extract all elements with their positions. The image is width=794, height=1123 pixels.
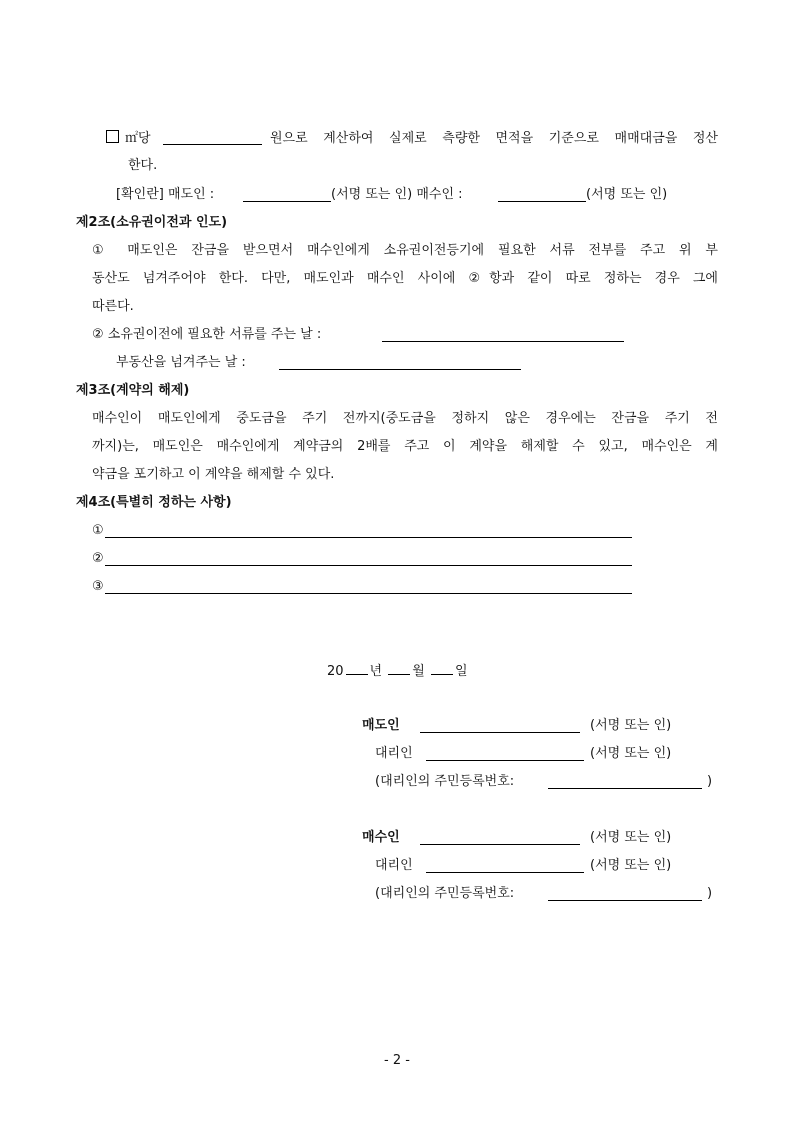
buyer-agent-sign: (서명 또는 인) — [590, 858, 672, 873]
special-item-2-label: ② — [92, 551, 104, 566]
month-blank[interactable] — [388, 661, 410, 675]
article3-line2: 까지)는, 매도인은 매수인에게 계약금의 2배를 주고 이 계약을 해제할 수 있고, 매수인은 계 — [92, 439, 718, 454]
area-price-text-cont: 한다. — [128, 158, 158, 173]
buyer-name-blank[interactable] — [420, 844, 580, 845]
buyer-agent-name-blank[interactable] — [426, 872, 584, 873]
article2-para1-line2: 동산도 넘겨주어야 한다. 다만, 매도인과 매수인 사이에 ②항과 같이 따로 정하는 경우 그에 — [92, 271, 718, 286]
seller-agent-id-label: (대리인의 주민등록번호: — [375, 774, 515, 789]
area-price-label: ㎡당 — [125, 131, 151, 146]
contract-date — [327, 661, 468, 680]
confirm-seller-sign-blank[interactable] — [243, 201, 331, 202]
buyer-agent-label: 대리인 — [375, 858, 413, 873]
buyer-agent-id-blank[interactable] — [548, 900, 702, 901]
buyer-sign: (서명 또는 인) — [590, 830, 672, 845]
buyer-agent-id-label: (대리인의 주민등록번호: — [375, 886, 515, 901]
confirm-label: [확인란] 매도인 : — [116, 187, 215, 202]
article2-para1-line3: 따른다. — [92, 299, 134, 314]
article3-line3: 약금을 포기하고 이 계약을 해제할 수 있다. — [92, 467, 335, 482]
article2-para2-line2: 부동산을 넘겨주는 날 : — [116, 355, 246, 370]
seller-agent-label: 대리인 — [375, 746, 413, 761]
seller-agent-sign: (서명 또는 인) — [590, 746, 672, 761]
day-blank[interactable] — [431, 661, 453, 675]
documents-date-blank[interactable] — [382, 341, 624, 342]
article2-para2-line1: ② 소유권이전에 필요한 서류를 주는 날 : — [92, 327, 322, 342]
date-prefix: 20 — [327, 664, 344, 679]
special-item-1-blank[interactable] — [105, 537, 632, 538]
seller-agent-name-blank[interactable] — [426, 760, 584, 761]
seller-agent-id-blank[interactable] — [548, 788, 702, 789]
confirm-buyer-sign-blank[interactable] — [498, 201, 586, 202]
confirm-buyer-suffix: (서명 또는 인) — [586, 187, 668, 202]
seller-label: 매도인 — [362, 718, 400, 733]
article3-line1: 매수인이 매도인에게 중도금을 주기 전까지(중도금을 정하지 않은 경우에는 잔금을 주기 전 — [92, 411, 718, 426]
article2-para1-line1: ① 매도인은 잔금을 받으면서 매수인에게 소유권이전등기에 필요한 서류 전부를 주고 위 부 — [92, 243, 718, 258]
buyer-label: 매수인 — [362, 830, 400, 845]
year-blank[interactable] — [346, 661, 368, 675]
area-price-text: 원으로 계산하여 실제로 측량한 면적을 기준으로 매매대금을 정산 — [270, 131, 718, 146]
seller-name-blank[interactable] — [420, 732, 580, 733]
page-number: - 2 - — [384, 1053, 410, 1068]
handover-date-blank[interactable] — [279, 369, 521, 370]
buyer-agent-id-close: ) — [707, 886, 713, 901]
area-price-checkbox[interactable] — [106, 130, 119, 143]
article4-heading: 제4조(특별히 정하는 사항) — [76, 495, 232, 510]
article3-heading: 제3조(계약의 해제) — [76, 383, 190, 398]
special-item-2-blank[interactable] — [105, 565, 632, 566]
seller-sign: (서명 또는 인) — [590, 718, 672, 733]
special-item-3-blank[interactable] — [105, 593, 632, 594]
date-day-label: 일 — [454, 664, 468, 679]
price-per-sqm-blank[interactable] — [163, 144, 262, 145]
article2-heading: 제2조(소유권이전과 인도) — [76, 215, 228, 230]
seller-agent-id-close: ) — [707, 774, 713, 789]
date-year-label: 년 — [369, 664, 383, 679]
date-month-label: 월 — [412, 664, 425, 679]
area-price-line — [106, 130, 151, 147]
confirm-seller-suffix: (서명 또는 인) 매수인 : — [331, 187, 463, 202]
special-item-1-label: ① — [92, 523, 104, 538]
special-item-3-label: ③ — [92, 579, 104, 594]
